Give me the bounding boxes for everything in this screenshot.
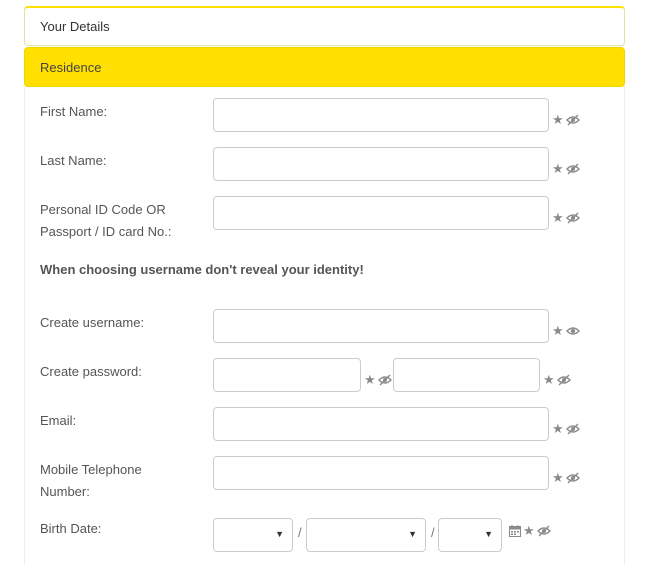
tab-residence[interactable] [24, 47, 625, 87]
personal-id-icons [552, 211, 580, 225]
eye-slash-icon[interactable] [557, 373, 571, 387]
last-name-icons [552, 162, 580, 176]
mobile-icons [552, 471, 580, 485]
star-icon: ★ [552, 323, 564, 338]
birth-year-select[interactable] [438, 518, 502, 552]
first-name-icons [552, 113, 580, 127]
last-name-input[interactable] [213, 147, 549, 181]
date-separator: / [298, 525, 302, 540]
star-icon: ★ [523, 523, 535, 538]
date-separator: / [431, 525, 435, 540]
username-icons [552, 324, 580, 338]
birth-date-icons [509, 524, 551, 538]
mobile-label-line1: Mobile Telephone [40, 462, 142, 477]
chevron-down-icon: ▼ [484, 529, 493, 539]
mobile-label-line2: Number: [40, 484, 90, 499]
password-input[interactable] [213, 358, 361, 392]
email-input[interactable] [213, 407, 549, 441]
first-name-input[interactable] [213, 98, 549, 132]
eye-slash-icon[interactable] [566, 162, 580, 176]
username-warning-note: When choosing username don't reveal your identity! [40, 262, 364, 277]
eye-slash-icon[interactable] [566, 422, 580, 436]
personal-id-label-line2: Passport / ID card No.: [40, 224, 172, 239]
eye-icon[interactable] [566, 324, 580, 338]
password-confirm-icons [543, 373, 571, 387]
star-icon: ★ [543, 372, 555, 387]
star-icon: ★ [552, 210, 564, 225]
email-label: Email: [40, 413, 77, 428]
first-name-label: First Name: [40, 104, 108, 119]
last-name-label: Last Name: [40, 153, 107, 168]
tab-your-details[interactable] [24, 6, 625, 46]
eye-slash-icon[interactable] [537, 524, 551, 538]
birth-day-select[interactable] [213, 518, 293, 552]
chevron-down-icon: ▼ [408, 529, 417, 539]
personal-id-label-line1: Personal ID Code OR [40, 202, 166, 217]
username-input[interactable] [213, 309, 549, 343]
star-icon: ★ [552, 112, 564, 127]
email-icons [552, 422, 580, 436]
star-icon: ★ [552, 161, 564, 176]
tab-your-details-label: Your Details [40, 19, 110, 34]
birth-month-select[interactable] [306, 518, 426, 552]
password-confirm-input[interactable] [393, 358, 540, 392]
star-icon: ★ [552, 421, 564, 436]
eye-slash-icon[interactable] [566, 211, 580, 225]
calendar-icon[interactable] [509, 525, 521, 537]
chevron-down-icon: ▼ [275, 529, 284, 539]
password-icons [364, 373, 392, 387]
personal-id-input[interactable] [213, 196, 549, 230]
eye-slash-icon[interactable] [566, 471, 580, 485]
password-label: Create password: [40, 364, 142, 379]
tab-residence-label: Residence [40, 59, 102, 75]
star-icon: ★ [364, 372, 376, 387]
username-label: Create username: [40, 315, 145, 330]
star-icon: ★ [552, 470, 564, 485]
eye-slash-icon[interactable] [378, 373, 392, 387]
eye-slash-icon[interactable] [566, 113, 580, 127]
mobile-input[interactable] [213, 456, 549, 490]
birth-date-label: Birth Date: [40, 521, 102, 536]
